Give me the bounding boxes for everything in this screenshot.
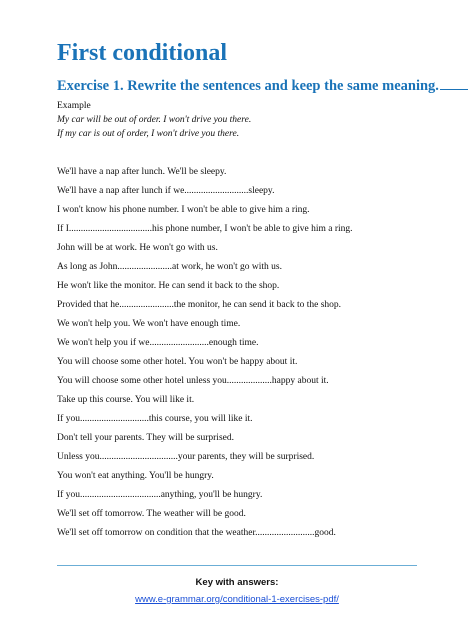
sentence-item: Unless you.................................your parents, they will be surprised.: [57, 452, 315, 462]
sentence-item: If you..................................anything, you'll be hungry.: [57, 490, 263, 500]
sentence-item: We'll set off tomorrow on condition that the weather.........................good.: [57, 528, 336, 538]
answers-link[interactable]: www.e-grammar.org/conditional-1-exercises-pdf/: [135, 594, 339, 605]
exercise-heading-text: Exercise 1. Rewrite the sentences and keep the same meaning.: [57, 78, 439, 94]
sentence-item: Provided that he.......................the monitor, he can send it back to the shop.: [57, 300, 342, 310]
sentence-item: We'll set off tomorrow. The weather will be good.: [57, 509, 246, 519]
sentence-item: You will choose some other hotel unless you...................happy about it.: [57, 376, 329, 386]
sentence-item: If I...................................his phone number, I won't be able to give him a ring.: [57, 224, 353, 234]
example-label: Example: [57, 101, 91, 111]
sentence-item: Take up this course. You will like it.: [57, 395, 195, 405]
sentence-list: [57, 166, 353, 546]
sentence-item: John will be at work. He won't go with us.: [57, 243, 218, 253]
sentence-item: We'll have a nap after lunch. We'll be sleepy.: [57, 167, 227, 177]
sentence-item: He won't like the monitor. He can send it back to the shop.: [57, 281, 280, 291]
sentence-item: We won't help you. We won't have enough time.: [57, 319, 241, 329]
sentence-item: You will choose some other hotel. You won't be happy about it.: [57, 357, 298, 367]
page-title: First conditional: [57, 40, 228, 66]
key-with-answers-label: Key with answers:: [195, 577, 279, 588]
sentence-item: As long as John.......................at work, he won't go with us.: [57, 262, 282, 272]
sentence-item: We won't help you if we.........................enough time.: [57, 338, 259, 348]
sentence-item: We'll have a nap after lunch if we...........................sleepy.: [57, 186, 275, 196]
sentence-item: Don't tell your parents. They will be surprised.: [57, 433, 234, 443]
sentence-item: I won't know his phone number. I won't be able to give him a ring.: [57, 205, 310, 215]
example-rewritten-sentence: If my car is out of order, I won't drive you there.: [57, 129, 240, 139]
exercise-heading: [57, 78, 468, 95]
footer-divider: [57, 565, 417, 566]
sentence-item: If you.............................this course, you will like it.: [57, 414, 253, 424]
sentence-item: You won't eat anything. You'll be hungry.: [57, 471, 214, 481]
example-original-sentence: My car will be out of order. I won't drive you there.: [57, 115, 252, 125]
heading-blank-line: [440, 78, 468, 90]
